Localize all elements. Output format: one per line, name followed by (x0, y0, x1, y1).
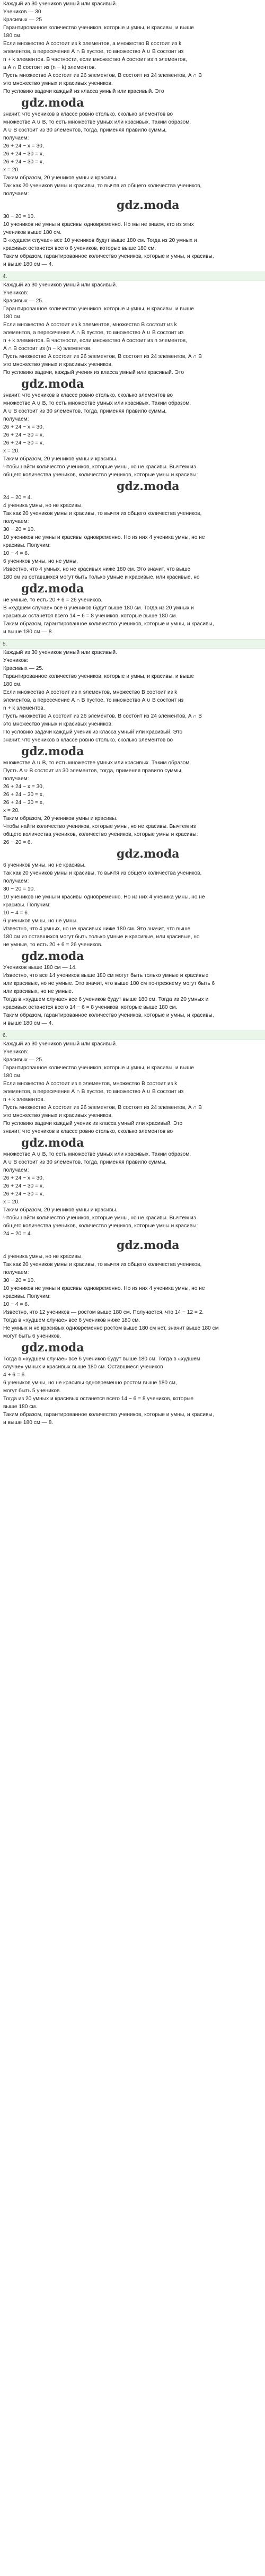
text-line: получаем: (3, 135, 29, 141)
text-line: красивы. Получим: (3, 902, 51, 908)
text-line: По условию задачи, каждый ученик из класса умный или красивый. Это (3, 370, 184, 376)
text-line: A ∪ B состоит из 30 элементов, тогда, применяя правило суммы, (3, 127, 167, 133)
text-line: Чтобы найти количество учеников, которые умны, но не красивы. Вычтем из (3, 1215, 196, 1221)
text-line: 30 − 20 = 10. (3, 1278, 36, 1283)
text-line: получаем: (3, 1167, 29, 1173)
text-line: значит, что учеников в классе ровно столько, сколько элементов во (3, 111, 173, 117)
text-line: множестве A ∪ B, то есть множестве умных или красивых. Таким образом, (3, 400, 191, 406)
text-line: По условию задачи каждый ученик из класса умный или красивый. Это (3, 729, 183, 735)
text-line: 180 см из оставшихся могут быть только умные и красивые, или красивые, но (3, 574, 200, 580)
text-line: это множество умных и красивых учеников. (3, 721, 113, 727)
text-line: A ∩ B состоит из (n − k) элементов. (3, 346, 92, 352)
text-line: Учеников: (3, 1049, 29, 1055)
text-line: или красивых, но не умные. (3, 989, 73, 994)
text-line: общего количества учеников, количество учеников, которые умны и красивы: (3, 472, 198, 478)
text-line: Каждый из 30 учеников умный или красивый. (3, 282, 117, 288)
text-line: 180 см. (3, 33, 22, 39)
text-line: n + k элементов. В частности, если множество A состоит из n элементов, (3, 57, 188, 63)
text-line: x = 20. (3, 167, 20, 173)
text-line: 26 − 20 = 6. (3, 840, 32, 845)
text-line: x = 20. (3, 1199, 20, 1205)
text-line: 26 + 24 − x = 30, (3, 143, 44, 149)
text-line: Тогда в «худшем случае» все 6 учеников будут выше 180 см. Тогда в «худшем (3, 1356, 200, 1362)
text-line: общего количества учеников, количество учеников, которые умны и красивы: (3, 1223, 198, 1229)
solution-number: 4. (3, 274, 7, 280)
text-line: получаем: (3, 416, 29, 422)
text-line: 10 учеников не умны и красивы одновременно. Но из них 4 ученика умны, но не (3, 535, 205, 540)
solution-number: 5. (3, 641, 7, 647)
solution-block (0, 272, 265, 639)
text-line: элементов, а пересечение A ∩ B пустое, то множество A ∪ B состоит из (3, 49, 184, 55)
solution-block (0, 0, 265, 272)
solution-block (0, 1031, 265, 1430)
text-line: Красивых — 25. (3, 298, 43, 304)
text-line: получаем: (3, 1270, 29, 1276)
text-line: Красивых — 25. (3, 666, 43, 671)
text-line: получаем: (3, 519, 29, 525)
text-line: а A ∩ B состоит из (n − k) элементов. (3, 65, 96, 71)
text-line: значит, что учеников в классе ровно столько, сколько элементов во (3, 392, 173, 398)
text-line: 6 учеников умны, но не умны. (3, 918, 78, 924)
text-line: Если множество A состоит из k элементов, а множество B состоит из k (3, 41, 182, 47)
text-line: Известно, что 4 умных, но не красивых ниже 180 см. Это значит, что выше (3, 566, 191, 572)
text-line: красивых останется всего 14 − 6 = 8 учеников, которые выше 180 см. (3, 1005, 178, 1010)
text-line: 26 + 24 − 30 = x, (3, 800, 44, 806)
text-line: Каждый из 30 учеников умный или красивый. (3, 1041, 117, 1047)
text-line: 30 − 20 = 10. (3, 214, 36, 220)
text-line: Таким образом, гарантированное количество учеников, которые и умны, и красивы, (3, 1012, 214, 1018)
text-line: Известно, что 4 умных, но не красивых ниже 180 см. Это значит, что выше (3, 926, 191, 932)
text-line: выше 180 см. (3, 1404, 38, 1410)
text-line: Красивых — 25. (3, 1057, 43, 1063)
text-line: Гарантированное количество учеников, которые и умны, и красивы, и выше (3, 306, 194, 312)
text-line: Так как 20 учеников умны и красивы, то вычтя из общего количества учеников, (3, 183, 202, 189)
text-line: В «худшем случае» все 10 учеников будут выше 180 см. Тогда из 20 умных и (3, 238, 197, 243)
watermark-logo: gdz.moda (21, 377, 84, 391)
text-line: Тогда из 20 умных и красивых останется всего 14 − 6 = 8 учеников, которые (3, 1396, 194, 1402)
watermark-logo: gdz.moda (21, 582, 84, 596)
text-line: x = 20. (3, 448, 20, 454)
watermark-logo: gdz.moda (117, 198, 180, 212)
text-line: 26 + 24 − 30 = x, (3, 1183, 44, 1189)
text-line: Таким образом, 20 учеников умны и красивы. (3, 175, 118, 181)
text-line: учеников выше 180 см. (3, 230, 62, 235)
text-line: 26 + 24 − 30 = x, (3, 1191, 44, 1197)
text-line: 26 + 24 − 30 = x, (3, 440, 44, 446)
text-line: это множество умных и красивых учеников. (3, 1113, 113, 1119)
text-line: красивых останется всего 14 − 6 = 8 учеников, которые выше 180 см. (3, 613, 178, 619)
text-line: красивы. Получим: (3, 1294, 51, 1299)
solution-number-band (0, 1031, 265, 1040)
text-line: множестве A ∪ B, то есть множестве умных или красивых. Таким образом, (3, 760, 191, 766)
text-line: Таким образом, 20 учеников умны и красивы. (3, 816, 118, 822)
text-line: Учеников — 30 (3, 9, 41, 15)
text-line: или красивые, но не умные. Это значит, что выше 180 см по-прежнему могут быть 6 (3, 981, 215, 986)
text-line: n + k элементов. (3, 705, 45, 711)
text-line: 10 учеников не умны и красивы одновременно. Но из них 4 ученика умны, но не (3, 1286, 205, 1291)
text-line: получаем: (3, 776, 29, 782)
text-line: это множество умных и красивых учеников. (3, 362, 113, 368)
text-line: 24 − 20 = 4. (3, 1231, 32, 1237)
text-line: и выше 180 см — 8. (3, 1420, 54, 1426)
text-line: Пусть множество A состоит из 26 элементов, B состоит из 24 элементов, A ∩ B (3, 713, 202, 719)
text-line: Гарантированное количество учеников, которые и умны, и красивы, и выше (3, 25, 194, 31)
text-line: Учеников выше 180 см — 14. (3, 965, 77, 971)
text-line: значит, что учеников в классе ровно столько, сколько элементов во (3, 737, 173, 743)
text-line: Известно, что 12 учеников — ростом выше 180 см. Получается, что 14 − 12 = 2. (3, 1309, 204, 1315)
text-line: Таким образом, 20 учеников умны и красивы. (3, 1207, 118, 1213)
text-line: получаем: (3, 878, 29, 884)
solution-number-band (0, 639, 265, 649)
text-line: 180 см. (3, 682, 22, 687)
text-line: Таким образом, 20 учеников умны и красивы. (3, 456, 118, 462)
watermark-logo: gdz.moda (117, 1238, 180, 1252)
text-line: Красивых — 25 (3, 17, 42, 23)
text-line: 26 + 24 − 30 = x, (3, 151, 44, 157)
text-line: Если множество A состоит из n элементов, множество B состоит из k (3, 1081, 178, 1087)
text-line: 26 + 24 − x = 30, (3, 784, 44, 790)
text-line: Если множество A состоит из k элементов, множество B состоит из k (3, 322, 177, 328)
text-line: множестве A ∪ B, то есть множестве умных или красивых. Таким образом, (3, 119, 191, 125)
text-line: 26 + 24 − x = 30, (3, 1175, 44, 1181)
text-line: Учеников: (3, 290, 29, 296)
text-line: 26 + 24 − x = 30, (3, 424, 44, 430)
solution-block (0, 639, 265, 1031)
text-line: красивы. Получим: (3, 543, 51, 548)
watermark-logo: gdz.moda (21, 1136, 84, 1150)
solution-number-band (0, 272, 265, 281)
text-line: По условию задачи каждый ученик из класса умный или красивый. Это (3, 1121, 183, 1127)
watermark-logo: gdz.moda (21, 1341, 84, 1355)
text-line: Пусть множество A состоит из 26 элементов, B состоит из 24 элементов, A ∩ B (3, 1105, 202, 1111)
text-line: x = 20. (3, 808, 20, 814)
text-line: Пусть множество A состоит из 26 элементов, B состоит из 24 элементов, A ∩ B (3, 354, 202, 360)
text-line: A ∪ B состоит из 30 элементов, тогда, применяя правило суммы, (3, 408, 167, 414)
text-line: Таким образом, гарантированное количество учеников, которые и умны, и красивы, (3, 254, 214, 259)
text-line: 24 − 20 = 4. (3, 495, 32, 501)
text-line: По условию задачи каждый из класса умный или красивый. Это (3, 89, 164, 94)
text-line: Так как 20 учеников умны и красивы, то вычтя из общего количества учеников, (3, 511, 202, 517)
text-line: Гарантированное количество учеников, которые и умны, и красивы, и выше (3, 674, 194, 679)
solution-number: 6. (3, 1033, 7, 1038)
text-line: множестве A ∪ B, то есть множестве умных или красивых. Таким образом, (3, 1151, 191, 1157)
text-line: 6 учеников умны, но не красивы одновременно ростом выше 180 см, (3, 1380, 177, 1386)
text-line: Гарантированное количество учеников, которые и умны, и красивы, и выше (3, 1065, 194, 1071)
text-line: не умные, то есть 20 + 6 = 26 учеников. (3, 597, 103, 603)
text-line: A ∪ B состоит из 30 элементов, тогда, применяя правило суммы, (3, 1159, 167, 1165)
text-line: и выше 180 см — 8. (3, 629, 54, 635)
text-line: 180 см. (3, 314, 22, 320)
text-line: случае» умных и красивых выше 180 см. Оставшиеся учеников (3, 1364, 163, 1370)
text-line: 4 ученика умны, но не красивы. (3, 503, 83, 509)
text-line: Учеников: (3, 658, 29, 663)
text-line: значит, что учеников в классе ровно столько, сколько элементов во (3, 1129, 173, 1134)
text-line: Таким образом, гарантированное количество учеников, которые и умны, и красивы, (3, 1412, 214, 1418)
text-line: 10 учеников не умны и красивы одновременно. Но из них 4 ученика умны, но не (3, 894, 205, 900)
text-line: Каждый из 30 учеников умный или красивый. (3, 1, 117, 7)
text-line: 30 − 20 = 10. (3, 527, 36, 532)
text-line: 26 + 24 − 30 = x, (3, 432, 44, 438)
watermark-logo: gdz.moda (21, 949, 84, 963)
text-line: В «худшем случае» все 6 учеников будут выше 180 см. Тогда из 20 умных и (3, 605, 194, 611)
watermark-logo: gdz.moda (117, 479, 180, 493)
text-line: и выше 180 см — 4. (3, 1020, 54, 1026)
text-line: 10 − 4 = 6. (3, 551, 29, 556)
text-line: 180 см. (3, 1073, 22, 1079)
text-line: 6 учеников умны, но не красивы. (3, 862, 86, 868)
text-line: элементов, а пересечение A ∩ B пустое, то множество A ∪ B состоит из (3, 1089, 184, 1095)
text-line: Чтобы найти количество учеников, которые умны, но не красивы. Вычтем из (3, 464, 196, 470)
text-line: это множество умных и красивых учеников. (3, 81, 113, 86)
text-line: Не умных и не красивых одновременно ростом выше 180 см нет, значит выше 180 см (3, 1325, 219, 1331)
text-line: Пусть множество A состоит из 26 элементов, B состоит из 24 элементов, A ∩ B (3, 73, 202, 78)
text-line: 26 + 24 − 30 = x, (3, 159, 44, 165)
text-line: получаем: (3, 191, 29, 197)
text-line: 4 + 6 = 6. (3, 1372, 26, 1378)
text-line: элементов, а пересечение A ∩ B пустое, то множество A ∪ B состоит из (3, 697, 184, 703)
text-line: Тогда в «худшем случае» все 6 учеников ниже 180 см. (3, 1317, 140, 1323)
text-line: общего количества учеников, количество учеников, которые умны и красивы: (3, 832, 198, 837)
watermark-logo: gdz.moda (117, 847, 180, 861)
text-line: Тогда в «худшем случае» все 6 учеников будут выше 180 см. Тогда из 20 умных и (3, 997, 209, 1002)
watermark-logo: gdz.moda (21, 745, 84, 758)
text-line: n + k элементов. (3, 1097, 45, 1103)
text-line: 30 − 20 = 10. (3, 886, 36, 892)
text-line: 10 − 4 = 6. (3, 910, 29, 916)
text-line: 26 + 24 − 30 = x, (3, 792, 44, 798)
text-line: Каждый из 30 учеников умный или красивый. (3, 650, 117, 656)
text-line: Если множество A состоит из n элементов, множество B состоит из k (3, 689, 178, 695)
text-line: 10 учеников не умны и красивы одновременно. Но мы не знаем, кто из этих (3, 222, 194, 228)
text-line: элементов, а пересечение A ∩ B пустое, то множество A ∪ B состоит из (3, 330, 184, 336)
text-line: Чтобы найти количество учеников, которые умны, но не красивы. Вычтем из (3, 824, 196, 829)
watermark-logo: gdz.moda (21, 96, 84, 110)
text-line: 6 учеников умны, но не умны. (3, 558, 78, 564)
text-line: n + k элементов. В частности, если множество A состоит из n элементов, (3, 338, 188, 344)
text-line: могут быть 5 учеников. (3, 1388, 61, 1394)
text-line: 10 − 4 = 6. (3, 1302, 29, 1307)
text-line: и выше 180 см — 4. (3, 261, 54, 267)
text-line: Так как 20 учеников умны и красивы, то вычтя из общего количества учеников, (3, 1262, 202, 1268)
text-line: могут быть 6 учеников. (3, 1333, 61, 1339)
text-line: Таким образом, гарантированное количество учеников, которые и умны, и красивы, (3, 621, 214, 627)
section-spacer (0, 1427, 265, 1430)
text-line: Так как 20 учеников умны и красивы, то вычтя из общего количества учеников, (3, 870, 202, 876)
text-line: Известно, что все 14 учеников выше 180 см могут быть только умные и красивые (3, 973, 209, 979)
text-line: 4 ученика умны, но не красивы. (3, 1254, 83, 1260)
text-line: 180 см из оставшихся могут быть только умные и красивые, или красивые, но (3, 934, 200, 940)
text-line: Пусть A ∪ B состоит из 30 элементов, тогда, применяя правило суммы, (3, 768, 183, 774)
text-line: не умные, то есть 20 + 6 = 26 учеников. (3, 942, 103, 948)
text-line: красивых останется всего 6 учеников, которые выше 180 см. (3, 246, 156, 251)
